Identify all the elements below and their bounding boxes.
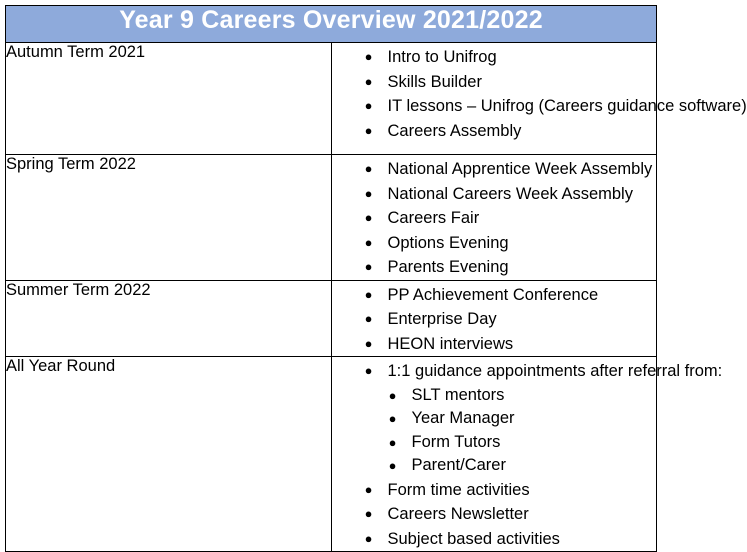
list-item	[332, 45, 657, 70]
activity-label: National Apprentice Week Assembly	[387, 160, 653, 178]
title-row	[6, 6, 657, 43]
referral-label: Parent/Carer	[411, 456, 506, 474]
activity-label: National Careers Week Assembly	[387, 184, 633, 203]
activity-label: Careers Fair	[387, 209, 480, 227]
sub-list-item	[332, 407, 657, 431]
referral-label: Year Manager	[411, 409, 515, 427]
bullet-icon: ●	[364, 506, 373, 521]
bullet-icon: ●	[364, 481, 373, 497]
activity-label: PP Achievement Conference	[387, 285, 599, 304]
list-item	[332, 527, 657, 552]
bullet-icon: ●	[364, 49, 373, 64]
bullet-icon: ●	[364, 122, 373, 138]
activity-cell	[331, 155, 657, 281]
bullet-icon: ●	[364, 286, 373, 302]
activity-list	[332, 478, 657, 552]
bullet-icon: ●	[388, 387, 397, 403]
bullet-icon: ●	[364, 98, 373, 113]
list-item	[332, 359, 723, 384]
list-item	[332, 157, 657, 182]
activity-label: Enterprise Day	[387, 310, 497, 328]
bullet-icon: ●	[364, 311, 373, 326]
activity-label: IT lessons – Unifrog (Careers guidance software)	[387, 97, 747, 115]
term-label: Autumn Term 2021	[6, 43, 332, 155]
table-row-all-year	[6, 357, 657, 552]
table-row-spring	[6, 155, 657, 281]
activity-list	[332, 43, 747, 143]
activity-label: Careers Assembly	[387, 121, 522, 140]
activity-list	[332, 155, 657, 280]
list-item	[332, 182, 657, 207]
term-label: All Year Round	[6, 357, 332, 552]
bullet-icon: ●	[364, 210, 373, 225]
activity-label: Options Evening	[387, 233, 509, 252]
activity-label: Parents Evening	[387, 258, 509, 276]
list-item	[332, 283, 657, 308]
list-item	[332, 206, 657, 231]
referral-label: SLT mentors	[411, 385, 505, 404]
careers-overview-document	[5, 5, 747, 552]
bullet-icon: ●	[388, 458, 397, 473]
referral-label: Form Tutors	[411, 432, 501, 451]
term-label: Spring Term 2022	[6, 155, 332, 281]
referral-sublist	[332, 384, 657, 478]
activity-label: Intro to Unifrog	[387, 48, 497, 66]
activity-cell	[331, 43, 747, 155]
activity-label: 1:1 guidance appointments after referral from:	[387, 362, 723, 380]
bullet-icon: ●	[364, 185, 373, 201]
bullet-icon: ●	[364, 73, 373, 89]
activity-cell	[331, 280, 657, 357]
table-title: Year 9 Careers Overview 2021/2022	[6, 6, 657, 43]
list-item	[332, 94, 747, 119]
list-item	[332, 231, 657, 256]
list-item	[332, 307, 657, 332]
careers-overview-table	[5, 5, 747, 552]
activity-cell	[331, 357, 723, 552]
activity-label: Form time activities	[387, 480, 530, 499]
activity-label: Subject based activities	[387, 529, 560, 548]
bullet-icon: ●	[364, 161, 373, 176]
sub-list-item	[332, 454, 657, 478]
activity-label: HEON interviews	[387, 334, 514, 353]
term-label: Summer Term 2022	[6, 280, 332, 357]
bullet-icon: ●	[388, 434, 397, 450]
list-item	[332, 502, 657, 527]
list-item	[332, 70, 657, 95]
sub-list-item	[332, 384, 657, 408]
list-item	[332, 332, 657, 357]
bullet-icon: ●	[388, 411, 397, 426]
activity-label: Skills Builder	[387, 72, 482, 91]
activity-label: Careers Newsletter	[387, 505, 529, 523]
list-item	[332, 119, 657, 144]
table-row-autumn	[6, 43, 657, 155]
bullet-icon: ●	[364, 234, 373, 250]
bullet-icon: ●	[364, 530, 373, 546]
bullet-icon: ●	[364, 363, 373, 378]
table-row-summer	[6, 280, 657, 357]
list-item	[332, 478, 657, 503]
activity-list	[332, 357, 723, 384]
list-item	[332, 255, 657, 280]
activity-list	[332, 281, 657, 357]
bullet-icon: ●	[364, 259, 373, 274]
sub-list-item	[332, 431, 657, 455]
bullet-icon: ●	[364, 335, 373, 351]
